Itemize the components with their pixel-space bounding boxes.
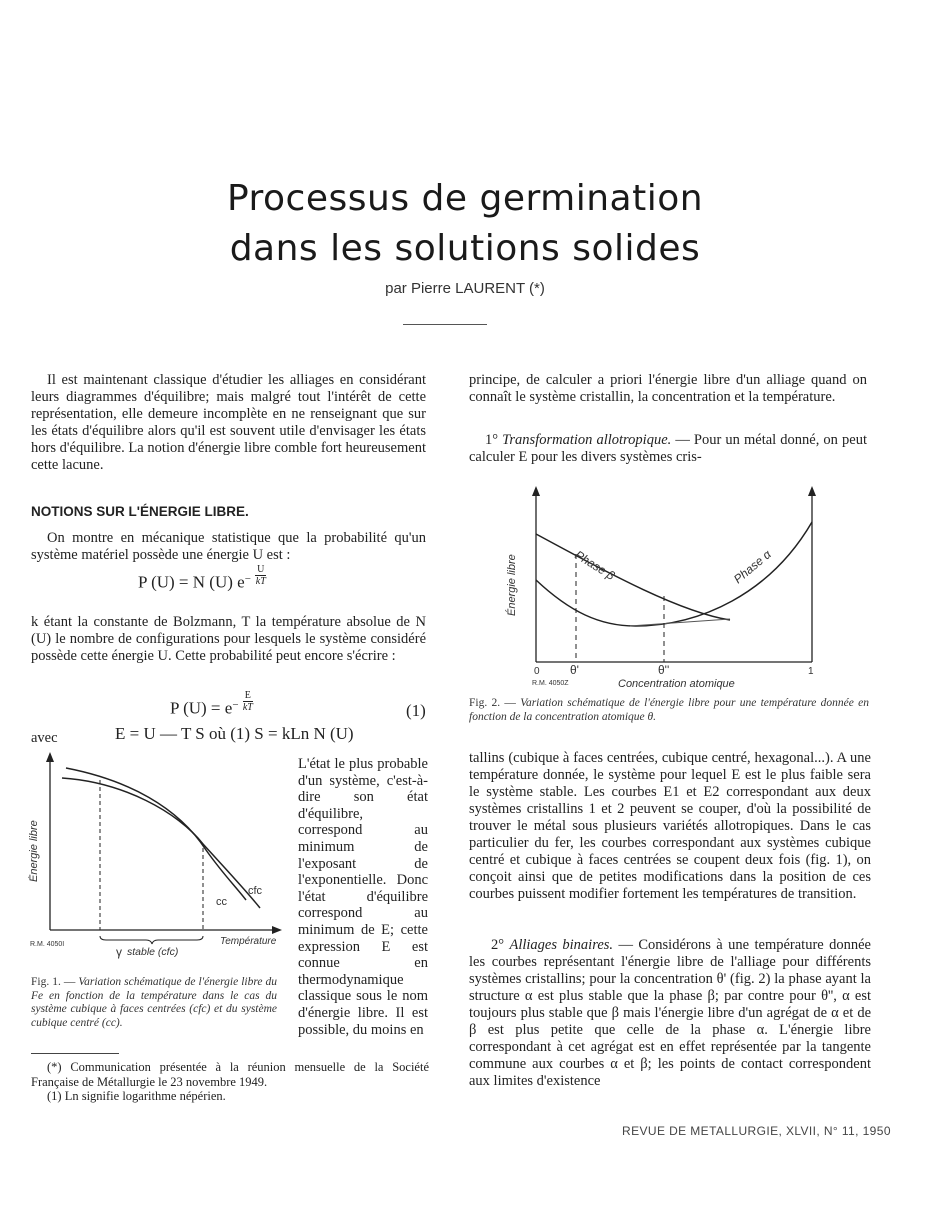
fig1-y-arrow [46, 752, 54, 762]
fig2-caption-prefix: Fig. 2. — [469, 697, 521, 709]
eq2-den: kT [242, 702, 253, 713]
fig1-brace [100, 936, 203, 944]
eq1-num: U [257, 564, 265, 575]
avec-label: avec [31, 730, 58, 746]
fig1-label-cc: cc [216, 896, 227, 908]
fig2-right-arrow [808, 486, 816, 496]
fig2-theta-1: θ' [570, 663, 579, 677]
equation-number: (1) [406, 701, 426, 720]
fig2-ylabel: Énergie libre [506, 554, 518, 616]
equation-entropy: E = U — T S où (1) S = kLn N (U) [115, 724, 354, 743]
section-heading: NOTIONS SUR L'ÉNERGIE LIBRE. [31, 504, 249, 519]
eq1-exponent [255, 564, 266, 587]
footnote-rule [31, 1053, 119, 1054]
fig2-curve-alpha [536, 522, 812, 626]
transformation-paragraph [469, 432, 867, 466]
eq1-den: kT [255, 576, 266, 587]
eq1-sign: − [244, 573, 251, 585]
eq2-exponent [243, 690, 253, 713]
transformation-text: — Pour un métal donné, on peut calculer E pour les divers systèmes cris- [469, 432, 867, 465]
figure-2-chart [500, 484, 830, 694]
fig2-ref: R.M. 4050Z [532, 680, 569, 687]
fig1-curve-cc [66, 768, 246, 900]
transformation-num: 1° [485, 432, 503, 448]
probability-paragraph: On montre en mécanique statistique que la probabilité qu'un système matériel possède une énergie U est : [31, 530, 426, 563]
fig1-x-arrow [272, 926, 282, 934]
fig2-phase-alpha: Phase α [730, 547, 774, 587]
footnote-2: (1) Ln signifie logarithme népérien. [47, 1089, 226, 1103]
fig2-tangent [630, 619, 730, 626]
figure-1-caption [31, 976, 277, 1030]
eq2-num: E [244, 690, 251, 701]
fig1-caption-text: Variation schématique de l'énergie libre du Fe en fonction de la température dans le cas du système cubique à faces centrées (cfc) et du système cubique centré (cc). [31, 976, 277, 1029]
fig1-ylabel: Énergie libre [28, 820, 40, 882]
fig2-tick-1: 1 [808, 666, 814, 677]
fig1-xlabel: Température [220, 936, 277, 947]
journal-footer: REVUE DE METALLURGIE, XLVII, N° 11, 1950 [622, 1124, 891, 1138]
fig1-curve-cfc [62, 778, 260, 908]
figure-1-chart [28, 752, 290, 962]
eq1-lhs: P (U) = N (U) e [138, 572, 245, 592]
footnote-1: (*) Communication présentée à la réunion mensuelle de la Société Française de Métallurgie le 23 novembre 1949. [31, 1060, 429, 1089]
alliages-num: 2° [491, 937, 510, 953]
principe-paragraph: principe, de calculer a priori l'énergie libre d'un alliage quand on connaît le système cristallin, la concentration et la température. [469, 372, 867, 405]
fig2-curve-beta [536, 534, 730, 620]
alliages-title: Alliages binaires. [509, 937, 614, 953]
alliages-paragraph [469, 937, 871, 1090]
fig2-tick-0: 0 [534, 666, 540, 677]
transformation-title: Transformation allotropique. [502, 432, 672, 448]
eq2-sign: − [232, 699, 239, 711]
tallins-paragraph: tallins (cubique à faces centrées, cubique centré, hexagonal...). A une température donnée, le système pour lequel E est le plus faible sera le système stable. Les courbes E1 et E2 correspondant aux deux systèmes cristallins 1 et 2 peuvent se couper, d'où la possibilité de trouver le métal sous plusieurs variétés allotropiques. Dans le cas particulier du fer, les courbes correspondant aux systèmes cubique centré et cubique à faces centrées se coupent deux fois (fig. 1), on conçoit ainsi que de petites modifications dans la position de ces courbes puissent modifier fortement les températures de transition. [469, 750, 871, 902]
fig2-caption-text: Variation schématique de l'énergie libre pour une température donnée en fonction de la concentration atomique θ. [469, 697, 870, 723]
alliages-text: — Considérons à une température donnée les courbes représentant l'énergie libre de l'alliage pour différents systèmes cristallins; pour la concentration θ' (fig. 2) la phase ayant la structure α est plus stable que la phase β; par contre pour θ'', α est toujours plus stable que β mais l'énergie libre d'un agrégat de α et de β est plus petite que celle de la phase α. L'énergie libre correspondant à cet agrégat est en effet représentée par la tangente commune aux courbes α et β; les points de contact correspondent aux limites d'existence [469, 937, 871, 1089]
fig2-phase-beta: Phase β [572, 547, 618, 583]
eq2-lhs: P (U) = e [170, 698, 233, 718]
equation-probability [138, 564, 266, 595]
fig2-xlabel: Concentration atomique [618, 678, 735, 690]
fig1-caption-prefix: Fig. 1. — [31, 976, 79, 988]
byline: par Pierre LAURENT (*) [385, 280, 545, 297]
fig1-ref: R.M. 4050I [30, 941, 65, 948]
fig1-stable-label: stable (cfc) [127, 946, 179, 958]
fig2-theta-2: θ'' [658, 663, 670, 677]
title-line-1: Processus de germination [226, 178, 704, 219]
intro-paragraph: Il est maintenant classique d'étudier les alliages en considérant leurs diagrammes d'équilibre; mais malgré tout l'intérêt de cette représentation, elle demeure incomplète en ne renseignant que sur les états d'équilibre alors qu'il est souvent utile d'envisager les états hors d'équilibre. La notion d'énergie libre comble fort heureusement cette lacune. [31, 372, 426, 473]
title-divider [403, 324, 487, 325]
side-paragraph: L'état le plus probable d'un système, c'est-à-dire son état d'équilibre, correspond au minimum de l'exposant de l'exponentielle. Donc l'état d'équilibre correspond au minimum de E; cette expression E est connue en thermodynamique classique sous le nom d'énergie libre. Il est possible, du moins en [298, 756, 428, 1038]
fig2-y-arrow [532, 486, 540, 496]
equation-1 [170, 690, 253, 721]
fig1-gamma: γ [116, 945, 122, 959]
figure-2-caption [469, 697, 869, 724]
title-line-2: dans les solutions solides [229, 228, 701, 269]
bolzmann-paragraph: k étant la constante de Bolzmann, T la température absolue de N (U) le nombre de configurations pour lesquels le système considéré possède cette énergie U. Cette probabilité peut encore s'écrire : [31, 614, 426, 664]
fig1-label-cfc: cfc [248, 885, 263, 897]
